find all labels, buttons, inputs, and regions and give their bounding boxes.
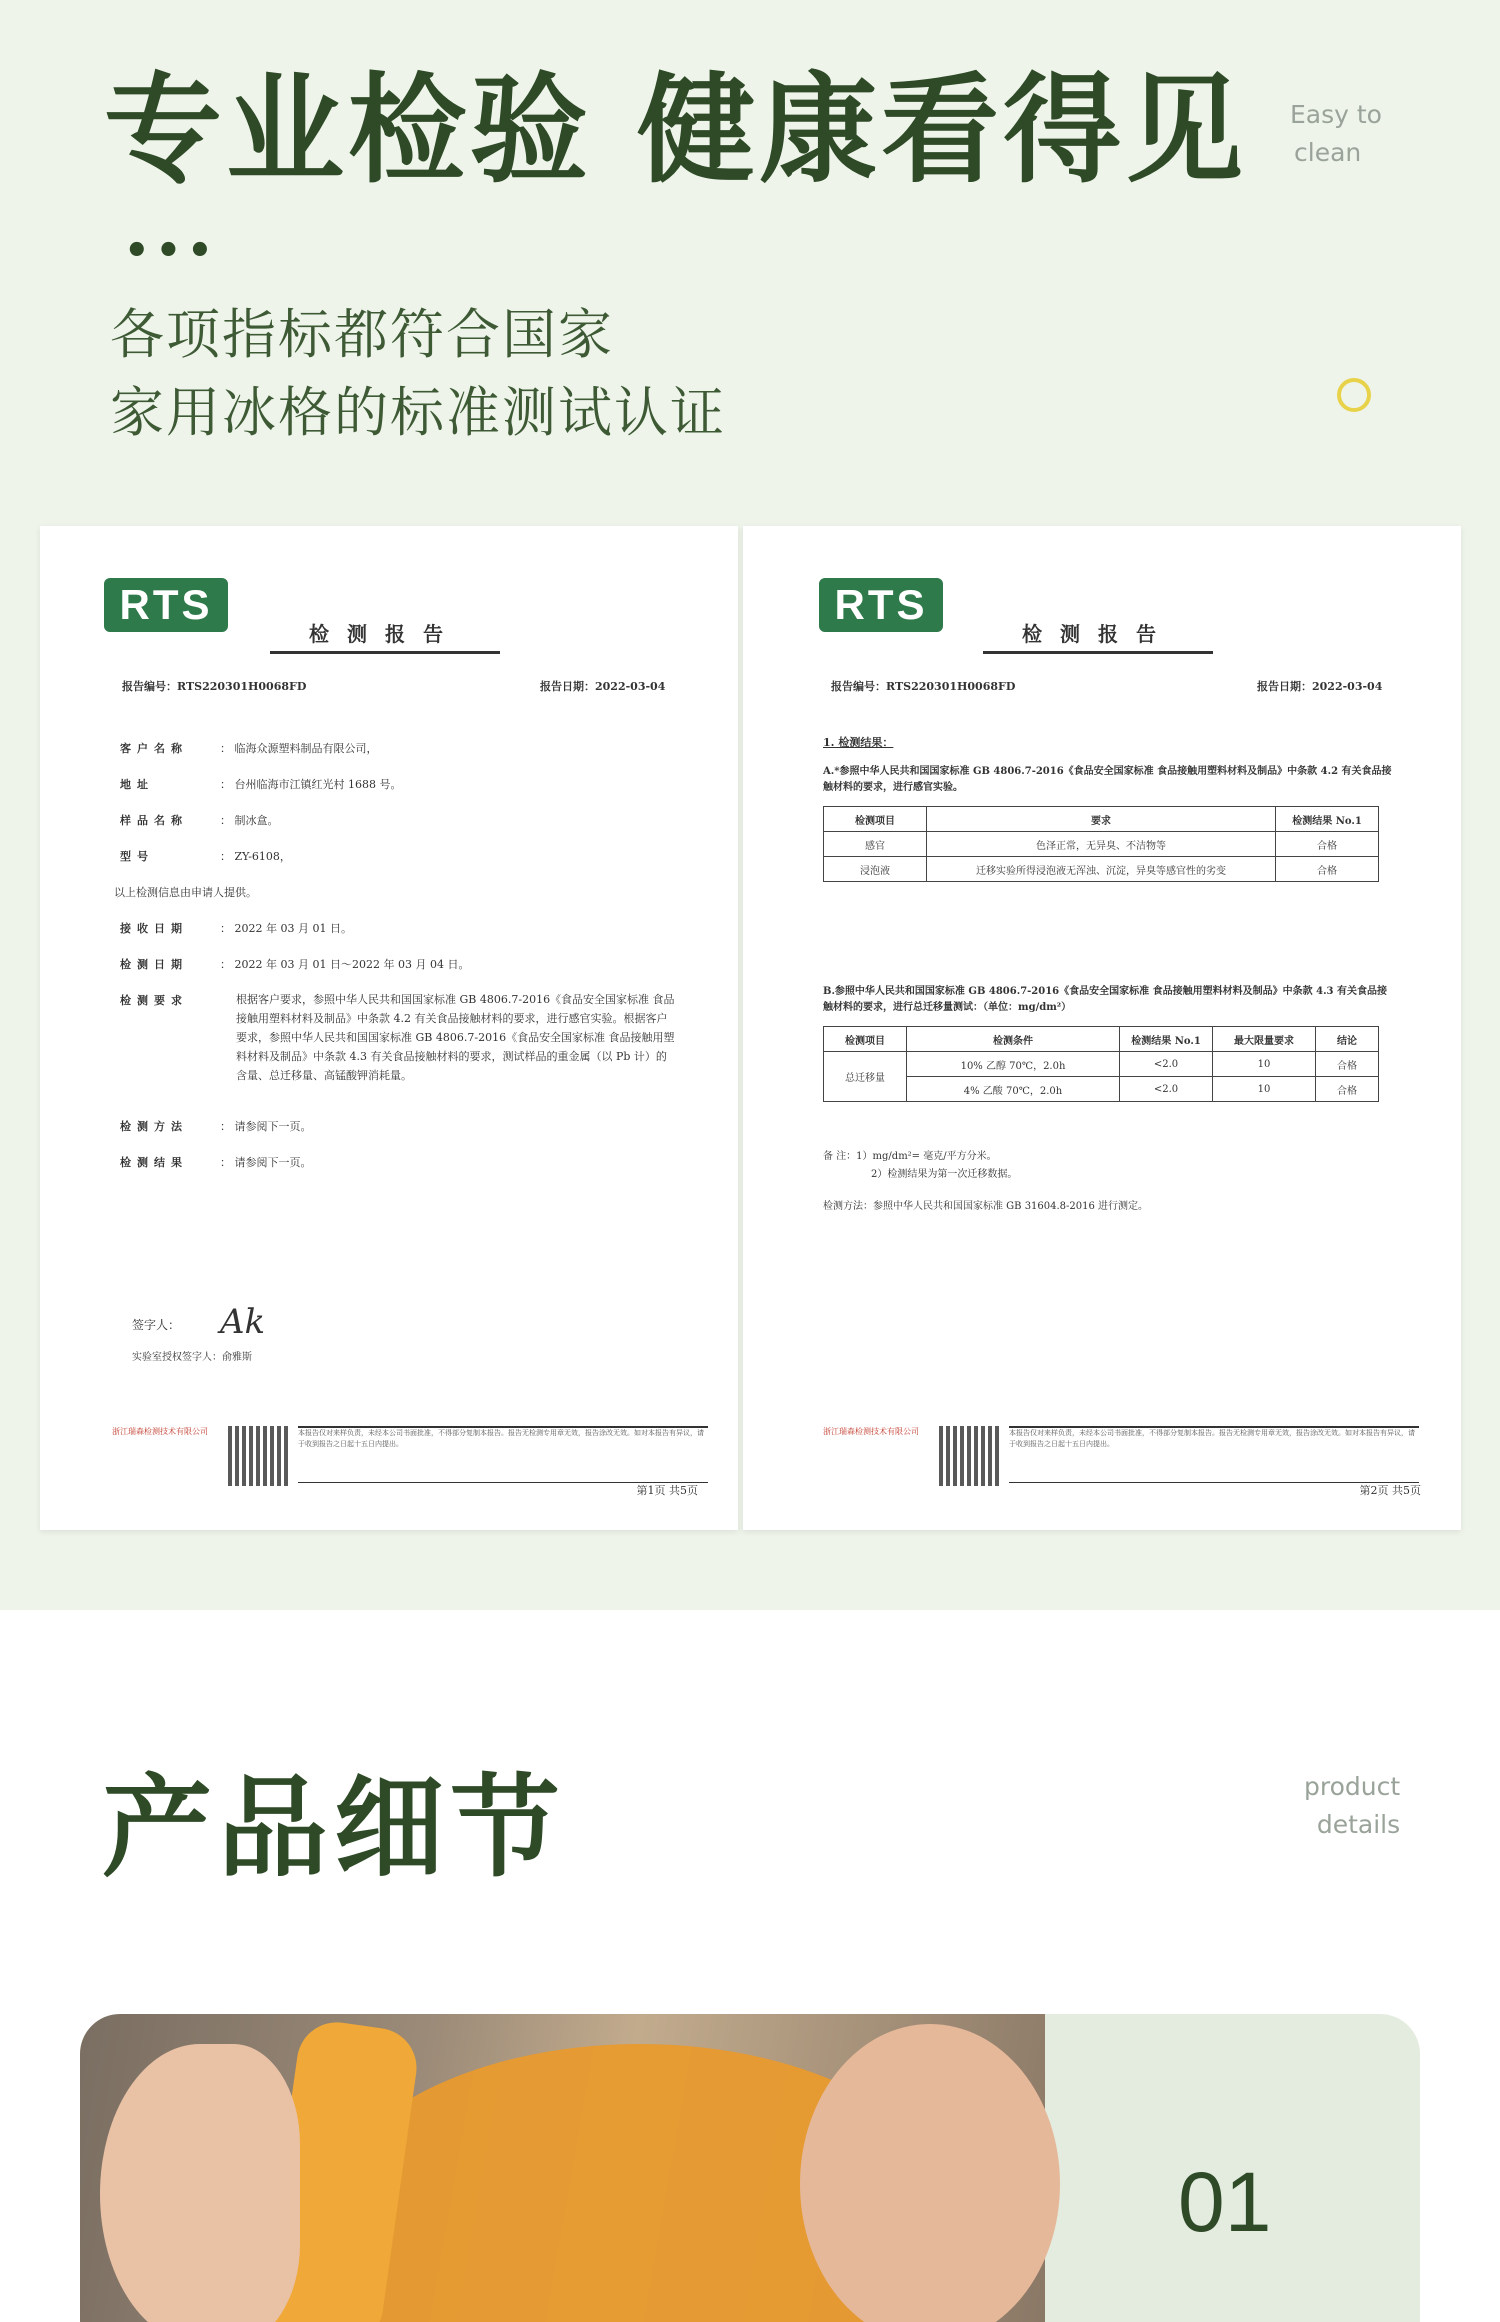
report-date: 报告日期：2022-03-04 <box>1257 680 1383 693</box>
page-number: 第1页 共5页 <box>636 1484 698 1497</box>
section-title: 产品细节 <box>102 1764 566 1892</box>
lab-logo: 浙江瑞森检测技术有限公司 <box>112 1427 208 1436</box>
signature: Ak <box>220 1302 266 1342</box>
report-footer <box>823 1426 1423 1498</box>
qr-code <box>228 1426 288 1486</box>
side-note-line: product <box>1304 1772 1401 1801</box>
signer-note: 实验室授权签字人：俞雅斯 <box>132 1352 252 1363</box>
test-report-page-1 <box>40 526 738 1530</box>
sensory-result-table <box>823 806 1379 882</box>
report-footer <box>112 1426 712 1498</box>
table-header-row: 检测项目 检测条件 检测结果 No.1 最大限量要求 结论 <box>824 1027 1379 1052</box>
disclaimer: 本报告仅对来样负责，未经本公司书面批准，不得部分复制本报告。报告无检测专用章无效，报告涂改无效。如对本报告有异议，请于收到报告之日起十五日内提出。 <box>298 1426 708 1483</box>
requirement-text: 根据客户要求，参照中华人民共和国国家标准 GB 4806.7-2016《食品安全国家标准 食品接触用塑料材料及制品》中条款 4.2 有关食品接触材料的要求，进行感官实验。根据客户要求，参照中华人民共和国国家标准 GB 4806.7-2016《食品安全国家标准 食品接触用塑料材料及制品》中条款 4.3 有关食品接触材料的要求，测试样品的重金属（以 Pb 计）的含量、总迁移量、高锰酸钾消耗量。 <box>236 993 675 1082</box>
method-note: 检测方法：参照中华人民共和国国家标准 GB 31604.8-2016 进行测定。 <box>823 1201 1149 1212</box>
info-row: 型号 ： ZY-6108， <box>120 850 291 863</box>
migration-result-table <box>823 1026 1379 1102</box>
side-note <box>1304 1768 1400 1844</box>
page-title: 专业检验 健康看得见 <box>104 61 1248 199</box>
provided-note: 以上检测信息由申请人提供。 <box>114 886 257 899</box>
page-number: 第2页 共5页 <box>1359 1484 1421 1497</box>
detail-index: 01 <box>1178 2155 1272 2249</box>
table-row: 4% 乙酸 70℃，2.0h <2.0 10 合格 <box>824 1077 1379 1102</box>
report-number: 报告编号：RTS220301H0068FD <box>122 680 307 693</box>
product-detail-card <box>80 2014 1420 2322</box>
info-row: 客户名称 ： 临海众源塑料制品有限公司， <box>120 742 378 755</box>
section-b-text: B.参照中华人民共和国国家标准 GB 4806.7-2016《食品安全国家标准 食品接触用塑料材料及制品》中条款 4.3 有关食品接触材料的要求，进行总迁移量测试：（单位：mg/dm²） <box>823 986 1387 1013</box>
rts-logo: RTS <box>104 578 228 632</box>
hand-image <box>100 2044 300 2322</box>
section-a-text: A.*参照中华人民共和国国家标准 GB 4806.7-2016《食品安全国家标准 食品接触用塑料材料及制品》中条款 4.2 有关食品接触材料的要求，进行感官实验。 <box>823 766 1392 793</box>
note-line: 备 注：1）mg/dm²= 毫克/平方分米。 <box>823 1151 997 1162</box>
table-row: 总迁移量 10% 乙醇 70℃，2.0h <2.0 10 合格 <box>824 1052 1379 1077</box>
info-row: 样品名称 ： 制冰盒。 <box>120 814 279 827</box>
info-row: 检测方法 ： 请参阅下一页。 <box>120 1120 312 1133</box>
lab-logo: 浙江瑞森检测技术有限公司 <box>823 1427 919 1436</box>
ring-icon <box>1337 378 1371 412</box>
test-report-page-2 <box>743 526 1461 1530</box>
info-row: 检测日期 ： 2022 年 03 月 01 日～2022 年 03 月 04 日。 <box>120 958 470 971</box>
subtitle-line-2: 家用冰格的标准测试认证 <box>110 381 726 444</box>
hand-image <box>800 2024 1060 2322</box>
info-row: 接收日期 ： 2022 年 03 月 01 日。 <box>120 922 352 935</box>
dots-decoration: ••• <box>124 228 219 274</box>
side-note <box>1290 96 1382 172</box>
table-row: 感官 色泽正常，无异臭、不洁物等 合格 <box>824 832 1379 857</box>
rts-logo: RTS <box>819 578 943 632</box>
note-line: 2）检测结果为第一次迁移数据。 <box>871 1169 1018 1180</box>
requirement-label: 检测要求 <box>120 994 188 1007</box>
info-row: 地址 ： 台州临海市江镇红光村 1688 号。 <box>120 778 402 791</box>
report-date: 报告日期：2022-03-04 <box>540 680 666 693</box>
report-title: 检测报告 <box>270 618 500 654</box>
info-row: 检测结果 ： 请参阅下一页。 <box>120 1156 312 1169</box>
side-note-line: Easy to <box>1290 100 1382 129</box>
side-note-line: details <box>1316 1810 1401 1839</box>
table-row: 浸泡液 迁移实验所得浸泡液无浑浊、沉淀，异臭等感官性的劣变 合格 <box>824 857 1379 882</box>
subtitle-line-1: 各项指标都符合国家 <box>110 303 614 366</box>
side-note-line: clean <box>1294 138 1362 167</box>
report-title: 检测报告 <box>983 618 1213 654</box>
table-header-row: 检测项目 要求 检测结果 No.1 <box>824 807 1379 832</box>
qr-code <box>939 1426 999 1486</box>
disclaimer: 本报告仅对来样负责，未经本公司书面批准，不得部分复制本报告。报告无检测专用章无效，报告涂改无效。如对本报告有异议，请于收到报告之日起十五日内提出。 <box>1009 1426 1419 1483</box>
report-number: 报告编号：RTS220301H0068FD <box>831 680 1016 693</box>
section-heading: 1. 检测结果： <box>823 736 894 749</box>
signer-label: 签字人： <box>132 1318 181 1332</box>
product-photo <box>80 2014 1045 2322</box>
